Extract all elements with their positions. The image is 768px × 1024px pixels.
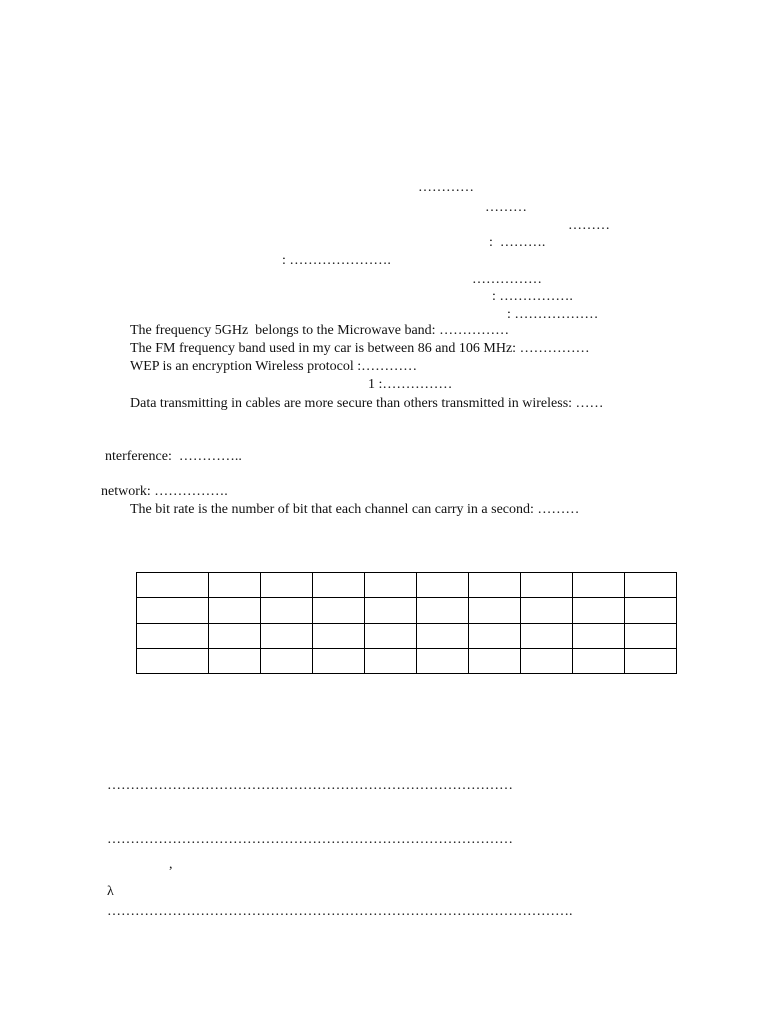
- table-cell: [521, 648, 573, 673]
- table-cell: [313, 573, 365, 598]
- answer-blank-8: : ………………: [507, 307, 599, 322]
- table-cell: [417, 623, 469, 648]
- answer-blank-6: ……………: [472, 272, 542, 287]
- blank-answer-table: [136, 572, 677, 674]
- table-row: [137, 573, 677, 598]
- table-cell: [137, 598, 209, 623]
- table-cell: [209, 598, 261, 623]
- comma-mark: ,: [169, 857, 173, 872]
- table-cell: [573, 648, 625, 673]
- answer-blank-1: …………: [418, 180, 474, 195]
- answer-dotted-line-3: ……………………………………………………………………………………….: [107, 904, 573, 919]
- table-cell: [365, 648, 417, 673]
- table-cell: [417, 573, 469, 598]
- answer-blank-2: ………: [485, 200, 527, 215]
- table-cell: [365, 623, 417, 648]
- table-cell: [261, 648, 313, 673]
- table-row: [137, 648, 677, 673]
- question-fm-band: The FM frequency band used in my car is between 86 and 106 MHz: ……………: [130, 341, 590, 356]
- table-cell: [469, 598, 521, 623]
- lambda-symbol: λ: [107, 884, 114, 899]
- table-cell: [625, 598, 677, 623]
- table-cell: [313, 623, 365, 648]
- table-row: [137, 623, 677, 648]
- table-cell: [261, 623, 313, 648]
- table-cell: [209, 573, 261, 598]
- table-cell: [625, 648, 677, 673]
- table-cell: [137, 648, 209, 673]
- table-cell: [469, 573, 521, 598]
- table-cell: [625, 573, 677, 598]
- table-cell: [521, 573, 573, 598]
- answer-dotted-line-2: ……………………………………………………………………………: [107, 832, 513, 847]
- table-cell: [261, 598, 313, 623]
- table-cell: [573, 598, 625, 623]
- table-cell: [573, 573, 625, 598]
- table-cell: [417, 648, 469, 673]
- table-cell: [261, 573, 313, 598]
- table-cell: [521, 598, 573, 623]
- table-cell: [137, 623, 209, 648]
- table-cell: [521, 623, 573, 648]
- answer-blank-7: : …………….: [492, 289, 573, 304]
- table-cell: [365, 573, 417, 598]
- network-line: network: …………….: [101, 484, 228, 499]
- question-wep-protocol: WEP is an encryption Wireless protocol :…………: [130, 359, 418, 374]
- table-cell: [209, 623, 261, 648]
- question-cable-security: Data transmitting in cables are more secure than others transmitted in wireless: ……: [130, 396, 604, 411]
- table-cell: [469, 623, 521, 648]
- interference-line: nterference: …………..: [105, 449, 242, 464]
- answer-blank-3: ………: [568, 218, 610, 233]
- question-bit-rate: The bit rate is the number of bit that each channel can carry in a second: ………: [130, 502, 580, 517]
- answer-blank-4: : ……….: [489, 235, 546, 250]
- table-cell: [137, 573, 209, 598]
- answer-dotted-line-1: ……………………………………………………………………………: [107, 778, 513, 793]
- table-cell: [573, 623, 625, 648]
- table-cell: [313, 648, 365, 673]
- table-cell: [313, 598, 365, 623]
- table-cell: [365, 598, 417, 623]
- table-row: [137, 598, 677, 623]
- table-cell: [625, 623, 677, 648]
- table-cell: [417, 598, 469, 623]
- question-microwave-band: The frequency 5GHz belongs to the Microwave band: ……………: [130, 323, 510, 338]
- answer-blank-12: 1 :……………: [368, 377, 453, 392]
- answer-blank-5: : ………………….: [282, 253, 391, 268]
- table-cell: [209, 648, 261, 673]
- table-cell: [469, 648, 521, 673]
